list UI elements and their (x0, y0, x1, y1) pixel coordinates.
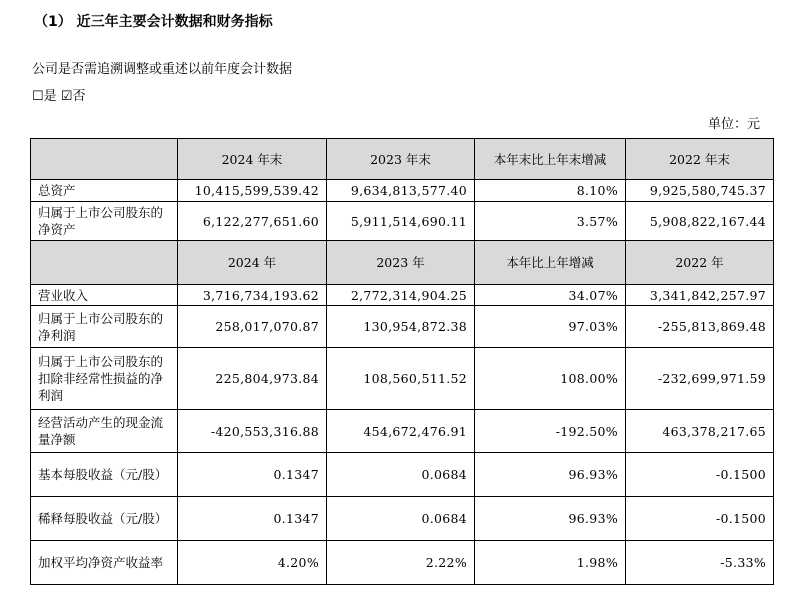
restatement-options (32, 85, 85, 104)
value-cell: 5,908,822,167.44 (626, 202, 774, 241)
header-cell: 2024 年末 (178, 139, 327, 180)
row-label: 经营活动产生的现金流量净额 (31, 410, 178, 453)
header-cell: 2023 年 (327, 241, 475, 285)
row-label: 总资产 (31, 180, 178, 202)
value-cell: 6,122,277,651.60 (178, 202, 327, 241)
table-header-row (31, 241, 774, 285)
row-label: 归属于上市公司股东的净利润 (31, 306, 178, 348)
table-row (31, 453, 774, 497)
table-row (31, 202, 774, 241)
table-row (31, 541, 774, 585)
row-label: 加权平均净资产收益率 (31, 541, 178, 585)
header-cell: 2024 年 (178, 241, 327, 285)
row-label: 基本每股收益（元/股） (31, 453, 178, 497)
value-cell: 130,954,872.38 (327, 306, 475, 348)
header-cell: 本年比上年增减 (475, 241, 626, 285)
row-label: 归属于上市公司股东的净资产 (31, 202, 178, 241)
table-header-row (31, 139, 774, 180)
value-cell: -232,699,971.59 (626, 348, 774, 410)
value-cell: 454,672,476.91 (327, 410, 475, 453)
value-cell: 4.20% (178, 541, 327, 585)
header-cell: 2022 年 (626, 241, 774, 285)
value-cell: 97.03% (475, 306, 626, 348)
value-cell: 0.1347 (178, 453, 327, 497)
unit-label: 单位：元 (707, 117, 760, 132)
value-cell: 1.98% (475, 541, 626, 585)
value-cell: 0.0684 (327, 453, 475, 497)
value-cell: -255,813,869.48 (626, 306, 774, 348)
table-row (31, 497, 774, 541)
value-cell: 2.22% (327, 541, 475, 585)
value-cell: 0.1347 (178, 497, 327, 541)
header-cell: 2022 年末 (626, 139, 774, 180)
option-yes-label: 是 (43, 89, 57, 104)
checkbox-no[interactable]: ☑ (60, 89, 73, 104)
value-cell: 96.93% (475, 453, 626, 497)
table-row (31, 285, 774, 306)
value-cell: 0.0684 (327, 497, 475, 541)
value-cell: 2,772,314,904.25 (327, 285, 475, 306)
option-no-label: 否 (72, 89, 86, 104)
financial-data-table (30, 138, 774, 585)
table-row (31, 180, 774, 202)
value-cell: 96.93% (475, 497, 626, 541)
table-row (31, 348, 774, 410)
row-label: 归属于上市公司股东的扣除非经常性损益的净利润 (31, 348, 178, 410)
value-cell: 108,560,511.52 (327, 348, 475, 410)
table-row (31, 306, 774, 348)
table-row (31, 410, 774, 453)
value-cell: 108.00% (475, 348, 626, 410)
header-cell (31, 241, 178, 285)
header-cell: 本年末比上年末增减 (475, 139, 626, 180)
value-cell: -5.33% (626, 541, 774, 585)
checkbox-yes[interactable]: ☐ (32, 89, 44, 104)
header-cell (31, 139, 178, 180)
value-cell: 225,804,973.84 (178, 348, 327, 410)
row-label: 稀释每股收益（元/股） (31, 497, 178, 541)
section-heading: （1） 近三年主要会计数据和财务指标 (34, 14, 273, 30)
row-label: 营业收入 (31, 285, 178, 306)
value-cell: 3,716,734,193.62 (178, 285, 327, 306)
value-cell: 5,911,514,690.11 (327, 202, 475, 241)
value-cell: 3.57% (475, 202, 626, 241)
value-cell: 10,415,599,539.42 (178, 180, 327, 202)
value-cell: -0.1500 (626, 453, 774, 497)
restatement-question: 公司是否需追溯调整或重述以前年度会计数据 (32, 62, 293, 77)
value-cell: -0.1500 (626, 497, 774, 541)
value-cell: 34.07% (475, 285, 626, 306)
value-cell: -192.50% (475, 410, 626, 453)
value-cell: 9,925,580,745.37 (626, 180, 774, 202)
value-cell: 8.10% (475, 180, 626, 202)
value-cell: 9,634,813,577.40 (327, 180, 475, 202)
value-cell: 3,341,842,257.97 (626, 285, 774, 306)
header-cell: 2023 年末 (327, 139, 475, 180)
value-cell: 463,378,217.65 (626, 410, 774, 453)
value-cell: -420,553,316.88 (178, 410, 327, 453)
value-cell: 258,017,070.87 (178, 306, 327, 348)
